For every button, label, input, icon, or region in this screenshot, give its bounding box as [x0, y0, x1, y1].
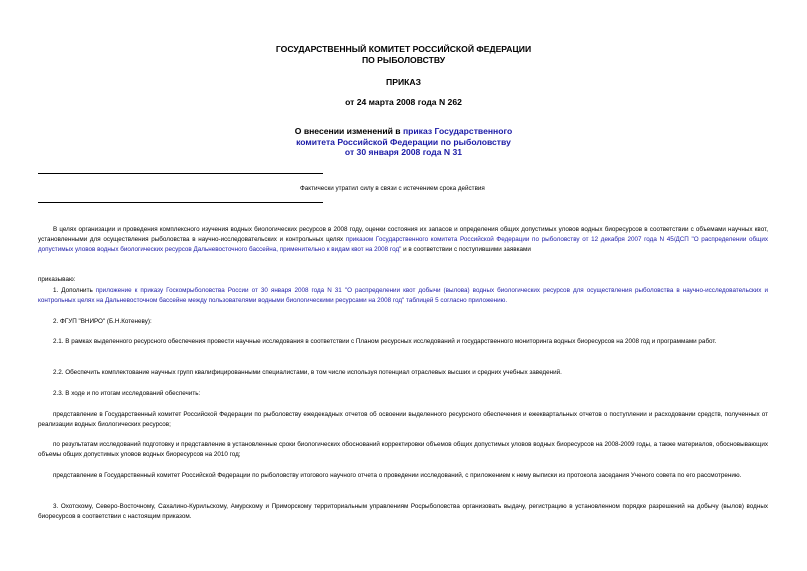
sub-item-c: представление в Государственный комитет Российской Федерации по рыболовству итогового научного отчета о проведении исследований, с приложением к нему выписки из протокола заседания Ученого совета по его рассмотрению. [53, 472, 742, 479]
bottom-divider [38, 202, 323, 203]
item-2-1: 2.1. В рамках выделенного ресурсного обеспечения провести научные исследования в соответствии с Планом ресурсных исследований и государственного мониторинга водных биоресурсов на 2008 год и программами работ. [53, 338, 717, 345]
item-2: 2. ФГУП "ВНИРО" (Б.Н.Котеневу): [53, 318, 152, 325]
doc-title [0, 126, 807, 158]
intro-link[interactable]: приказом Государственного комитета Российской Федерации по рыболовству от 12 декабря 2007 года N 45/ДСП "О распределении общих допустимых уловов водных биологических ресурсов Дальневосточного бассейна, применительно к видам квот на 2008 год" [38, 235, 768, 253]
title-link-line-2[interactable]: комитета Российской Федерации по рыболовству [296, 136, 511, 147]
order-word: приказываю: [38, 276, 76, 283]
item-2-2: 2.2. Обеспечить комплектование научных групп квалифицированными специалистами, в том числе используя потенциал отраслевых высших и средних учебных заведений. [53, 369, 562, 376]
title-link-line-1[interactable]: приказ Государственного [402, 126, 513, 136]
title-link-line-3[interactable]: от 30 января 2008 года N 31 [344, 147, 463, 157]
item-1-text: 1. Дополнить [53, 287, 96, 294]
item-1-link[interactable]: приложение к приказу Госкомрыболовства России от 30 января 2008 года N 31 "О распределении квот добычи (вылова) водных биологических ресурсов для осуществления рыболовства в научно-исследовательских и контрольных целях на Дальневосточном бассейне между пользователями водными биологическими ресурсами на 2008 год" таблицей 5 согласно приложению. [38, 287, 768, 304]
sub-item-b: по результатам исследований подготовку и представление в установленные сроки биологических обоснований корректировки объемов общих допустимых уловов водных биоресурсов на 2008-2009 годы, а также материалов, обосновывающих объемы общих допустимых уловов водных биоресурсов на 2010 год; [38, 441, 768, 458]
org-line-2: ПО РЫБОЛОВСТВУ [361, 54, 446, 65]
doc-date: от 24 марта 2008 года N 262 [345, 97, 462, 107]
item-2-3: 2.3. В ходе и по итогам исследований обеспечить: [53, 390, 201, 397]
org-line-1: ГОСУДАРСТВЕННЫЙ КОМИТЕТ РОССИЙСКОЙ ФЕДЕРАЦИИ [275, 44, 532, 54]
item-1 [38, 286, 768, 306]
item-3: 3. Охотскому, Северо-Восточному, Сахалино-Курильскому, Амурскому и Приморскому территориальным управлениям Росрыболовства организовать выдачу, регистрацию в установленном порядке разрешений на добычу (вылов) водных биоресурсов в соответствии с настоящим приказом. [38, 503, 768, 520]
intro-paragraph [38, 225, 768, 254]
doc-type: ПРИКАЗ [386, 77, 421, 87]
intro-text-b: и в соответствии с поступившими заявками [401, 245, 531, 253]
title-prefix: О внесении изменений в [294, 126, 403, 136]
sub-item-a: представление в Государственный комитет Российской Федерации по рыболовству ежедекадных отчетов об освоении выделенного ресурсного обеспечения и ежеквартальных отчетов о поступлении и расходовании средств, полученных от реализации водных биологических ресурсов; [38, 411, 768, 428]
top-divider [38, 173, 323, 174]
org-name [0, 44, 807, 65]
intro-text-a: В целях организации и проведения комплексного изучения водных биологических ресурсов в 2008 году, оценки состояния их запасов и определения общих допустимых уловов водных биоресурсов в соответствии с объемами научных квот, установленными для осуществления рыболовства в научно-исследовательских и контрольных целях [38, 226, 768, 243]
status-note: Фактически утратил силу в связи с истечением срока действия [300, 185, 485, 192]
